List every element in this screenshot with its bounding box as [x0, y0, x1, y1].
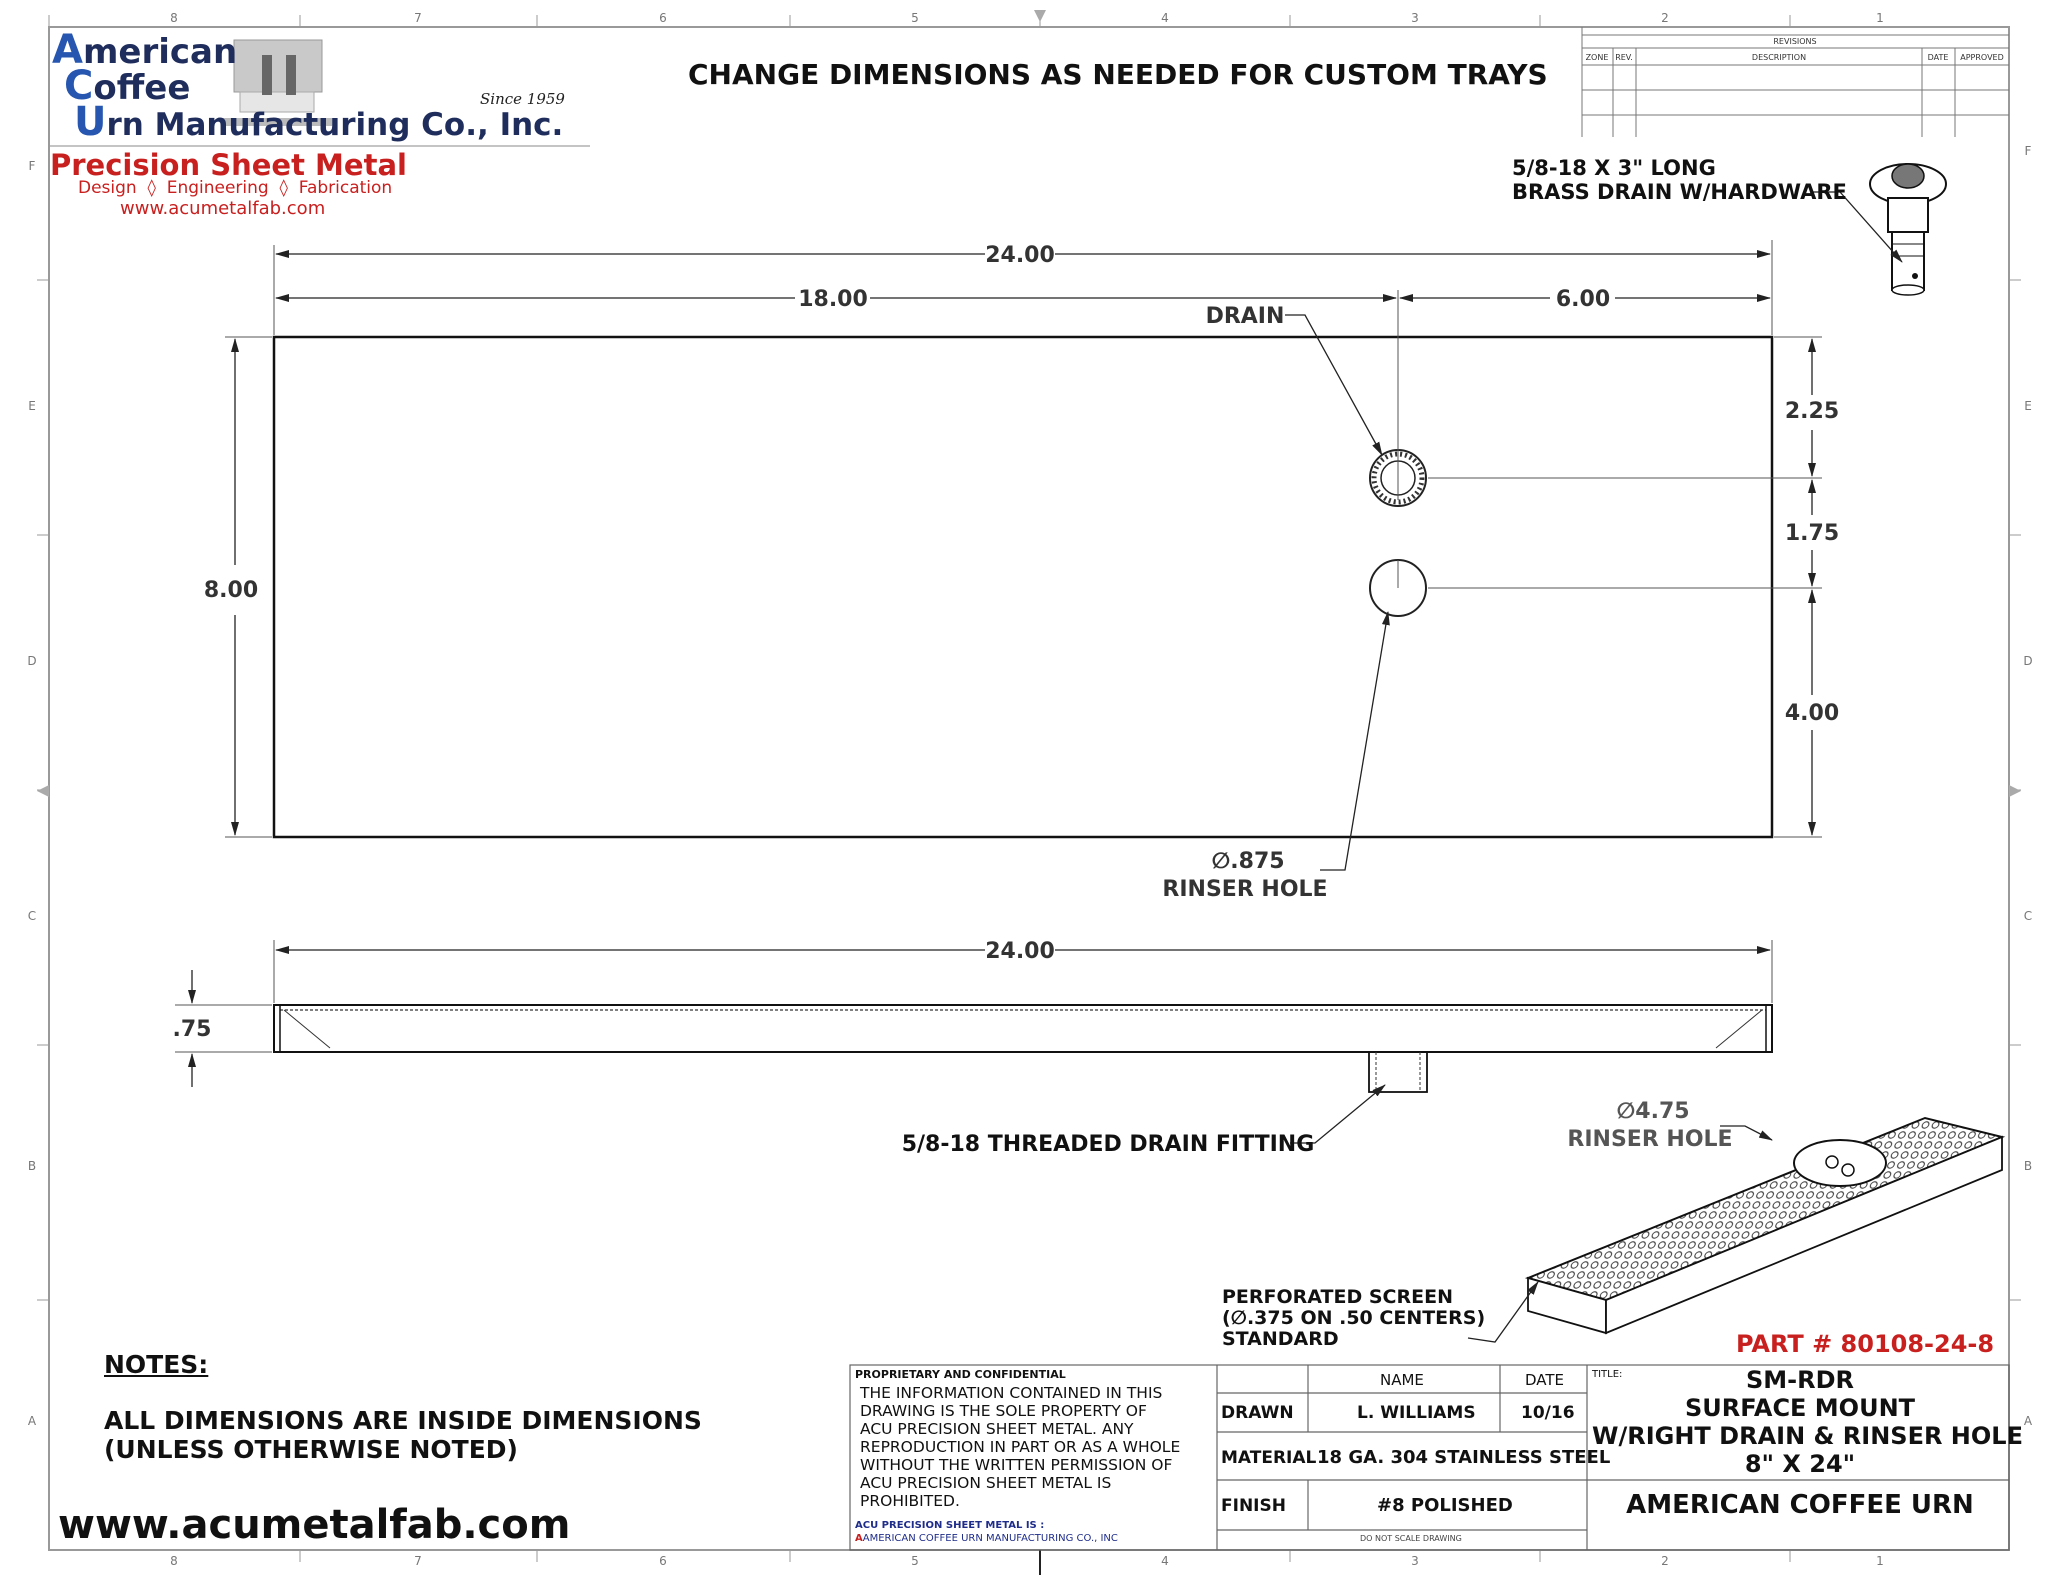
logo-text-american: merican — [82, 32, 238, 72]
iso-rinser-hole — [1794, 1140, 1886, 1186]
zone-top-7: 7 — [414, 11, 422, 25]
custom-trays-banner: CHANGE DIMENSIONS AS NEEDED FOR CUSTOM TRAYS — [688, 58, 1548, 91]
acu-company-prefix: A — [855, 1533, 863, 1544]
top-view — [225, 240, 1822, 870]
isometric-view — [1468, 1118, 2002, 1342]
zone-left-F: F — [28, 159, 36, 173]
iso-rinser-label: RINSER HOLE — [1567, 1127, 1733, 1152]
zone-top-3: 3 — [1411, 11, 1419, 25]
zone-right-D: D — [2023, 654, 2033, 668]
zone-top-2: 2 — [1661, 11, 1669, 25]
rev-col-description: DESCRIPTION — [1751, 53, 1807, 62]
rinser-diameter-callout: ∅.875 — [1211, 849, 1285, 874]
rev-col-rev: REV. — [1615, 53, 1633, 62]
proprietary-line-2: DRAWING IS THE SOLE PROPERTY OF — [860, 1402, 1147, 1420]
do-not-scale: DO NOT SCALE DRAWING — [1360, 1534, 1462, 1543]
logo-cap-c: C — [64, 63, 94, 109]
title-label: TITLE: — [1592, 1369, 1623, 1380]
drain-fitting — [1369, 1052, 1427, 1092]
logo-tagline: Precision Sheet Metal — [50, 148, 407, 182]
title-company: AMERICAN COFFEE URN — [1626, 1490, 1974, 1520]
zone-bottom-1: 1 — [1876, 1554, 1884, 1568]
proprietary-line-5: WITHOUT THE WRITTEN PERMISSION OF — [860, 1456, 1173, 1474]
zone-top-5: 5 — [911, 11, 919, 25]
zone-right-C: C — [2023, 909, 2033, 923]
logo-text-coffee: offee — [93, 68, 191, 108]
drain-fitting-callout: 5/8-18 THREADED DRAIN FITTING — [901, 1132, 1315, 1157]
material-value: 18 GA. 304 STAINLESS STEEL — [1317, 1447, 1611, 1468]
drain-callout: DRAIN — [1205, 304, 1285, 329]
zone-left-C: C — [27, 909, 37, 923]
drawn-label: DRAWN — [1221, 1403, 1294, 1423]
hardware-line-1: 5/8-18 X 3" LONG — [1512, 156, 1716, 180]
proprietary-line-4: REPRODUCTION IN PART OR AS A WHOLE — [860, 1438, 1181, 1456]
zone-right-E: E — [2024, 399, 2032, 413]
proprietary-heading: PROPRIETARY AND CONFIDENTIAL — [855, 1368, 1066, 1381]
zone-right-F: F — [2024, 144, 2032, 158]
proprietary-line-3: ACU PRECISION SHEET METAL. ANY — [860, 1420, 1134, 1438]
dim-rinser-to-bottom: 4.00 — [1784, 701, 1840, 726]
zone-bottom-7: 7 — [414, 1554, 422, 1568]
zone-left-B: B — [27, 1159, 37, 1173]
rev-col-zone: ZONE — [1585, 53, 1609, 62]
rev-col-date: DATE — [1927, 53, 1949, 62]
rinser-hole-callout: RINSER HOLE — [1162, 877, 1328, 902]
date-header: DATE — [1525, 1371, 1565, 1389]
perforated-screen-callout — [1222, 1287, 1485, 1350]
dim-depth: .75 — [172, 1017, 212, 1042]
screen-line-2: (∅.375 ON .50 CENTERS) — [1222, 1307, 1486, 1329]
tray-outline-top — [274, 337, 1772, 837]
zone-top-6: 6 — [659, 11, 667, 25]
zone-bottom-2: 2 — [1661, 1554, 1669, 1568]
zone-right-B: B — [2023, 1159, 2033, 1173]
zone-bottom-6: 6 — [659, 1554, 667, 1568]
dim-drain-from-top: 2.25 — [1784, 399, 1840, 424]
drawing-title — [1592, 1366, 2023, 1478]
title-line-1: SM-RDR — [1745, 1366, 1854, 1394]
title-line-4: 8" X 24" — [1744, 1450, 1856, 1478]
proprietary-text — [860, 1384, 1180, 1510]
name-header: NAME — [1380, 1371, 1424, 1389]
zone-left-D: D — [27, 654, 37, 668]
dim-tray-height: 8.00 — [203, 578, 259, 603]
zone-bottom-4: 4 — [1161, 1554, 1169, 1568]
footer-website: www.acumetalfab.com — [58, 1502, 571, 1548]
finish-value: #8 POLISHED — [1377, 1495, 1513, 1516]
proprietary-line-6: ACU PRECISION SHEET METAL IS — [860, 1474, 1112, 1492]
iso-rinser-diameter: ∅4.75 — [1616, 1099, 1690, 1124]
zone-top-1: 1 — [1876, 11, 1884, 25]
material-label: MATERIAL — [1221, 1448, 1317, 1468]
proprietary-line-7: PROHIBITED. — [860, 1492, 960, 1510]
zone-top-4: 4 — [1161, 11, 1169, 25]
zone-bottom-8: 8 — [170, 1554, 178, 1568]
part-number: PART # 80108-24-8 — [1736, 1330, 1995, 1358]
zone-top-8: 8 — [170, 11, 178, 25]
note-line-1: ALL DIMENSIONS ARE INSIDE DIMENSIONS — [104, 1406, 702, 1435]
acu-is-label: ACU PRECISION SHEET METAL IS : — [855, 1520, 1045, 1531]
dim-overall-width: 24.00 — [985, 243, 1055, 268]
logo-url: www.acumetalfab.com — [120, 198, 326, 219]
drawn-date: 10/16 — [1521, 1403, 1575, 1423]
dim-drain-to-rinser: 1.75 — [1784, 521, 1840, 546]
hardware-line-2: BRASS DRAIN W/HARDWARE — [1512, 180, 1847, 204]
notes-body — [104, 1406, 702, 1464]
acu-company — [855, 1533, 1118, 1544]
screen-line-3: STANDARD — [1222, 1328, 1339, 1350]
logo-cap-u: U — [74, 99, 107, 145]
logo-cap-a: A — [52, 27, 83, 73]
side-view-dimensions — [173, 939, 1315, 1157]
drawn-name: L. WILLIAMS — [1357, 1403, 1476, 1423]
title-line-2: SURFACE MOUNT — [1684, 1394, 1916, 1422]
proprietary-line-1: THE INFORMATION CONTAINED IN THIS — [860, 1384, 1163, 1402]
note-line-2: (UNLESS OTHERWISE NOTED) — [104, 1435, 518, 1464]
iso-callouts — [1567, 1099, 1732, 1152]
revisions-headers — [1586, 37, 2004, 62]
title-line-3: W/RIGHT DRAIN & RINSER HOLE — [1592, 1422, 2023, 1450]
zone-bottom-5: 5 — [911, 1554, 919, 1568]
top-view-dimensions — [204, 243, 1839, 902]
notes-heading: NOTES: — [104, 1350, 209, 1379]
zone-left-A: A — [27, 1414, 37, 1428]
zone-right-A: A — [2023, 1414, 2033, 1428]
screen-line-1: PERFORATED SCREEN — [1222, 1286, 1453, 1308]
finish-label: FINISH — [1221, 1496, 1286, 1516]
logo-text-urn-manufacturing: rn Manufacturing Co., Inc. — [106, 107, 564, 143]
side-view — [172, 940, 1772, 1143]
logo-since: Since 1959 — [480, 90, 565, 108]
revisions-title: REVISIONS — [1773, 37, 1817, 46]
rev-col-approved: APPROVED — [1960, 53, 2004, 62]
hardware-callout — [1512, 156, 1847, 204]
logo-services: Design ◊ Engineering ◊ Fabrication — [78, 178, 393, 198]
zone-bottom-3: 3 — [1411, 1554, 1419, 1568]
acu-company-name: AMERICAN COFFEE URN MANUFACTURING CO., INC — [862, 1533, 1118, 1544]
logo-line-3 — [74, 99, 564, 145]
dim-drain-right: 6.00 — [1555, 287, 1611, 312]
zone-left-E: E — [28, 399, 36, 413]
dim-side-width: 24.00 — [985, 939, 1055, 964]
dim-drain-left: 18.00 — [798, 287, 868, 312]
